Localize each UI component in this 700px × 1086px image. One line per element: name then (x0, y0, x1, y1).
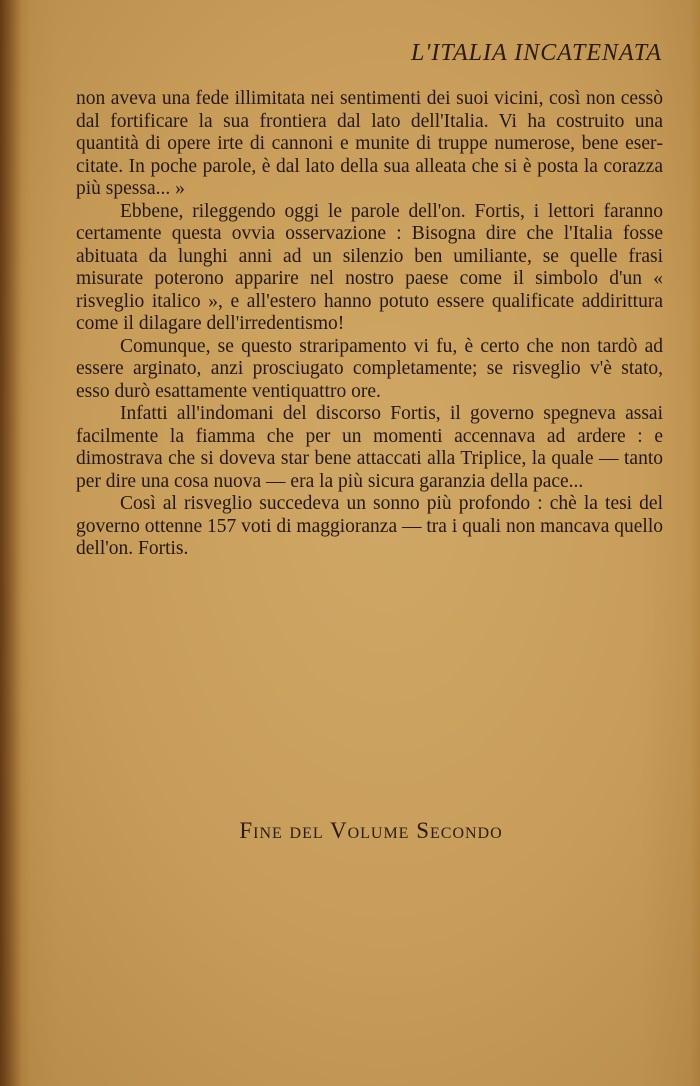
paragraph: Così al risveglio succedeva un sonno più profondo : chè la tesi del governo ottenne 157 voti di maggioranza — tra i quali non mancava quello dell'on. Fortis. (76, 493, 663, 559)
paragraph: Ebbene, rileggendo oggi le parole dell'on. Fortis, i lettori faranno certamente questa ovvia osservazione : Bisogna dire che l'Italia fosse abituata da lunghi anni ad un silenzio ben umiliante, se quelle frasi misurate poterono apparire nel nostro paese come il simbolo d'un « risveglio italico », e all'estero hanno potuto essere qualificate addirittura come il dilagare dell'irredentismo! (76, 200, 663, 334)
spine-shadow (0, 0, 22, 1086)
paragraph: Infatti all'indomani del discorso Fortis, il governo spegneva assai facilmente la fiamma che per un momenti accennava ad ardere : e dimostrava che si doveva star bene attaccati alla Triplice, la quale — tanto per dire una cosa nuova — era la più sicura garanzia della pace... (76, 403, 663, 492)
body-text (76, 88, 663, 561)
end-of-volume-note: Fine del Volume Secondo (239, 818, 503, 843)
running-title: L'ITALIA INCATENATA (410, 40, 662, 66)
paragraph-continuation: non aveva una fede illimitata nei sentimenti dei suoi vicini, così non cessò dal fortificare la sua frontiera dal lato dell'Italia. Vi ha costruito una quantità di opere irte di cannoni e munite di truppe numerose, bene esercitate. In poche parole, è dal lato della sua alleata che si è posta la corazza più spessa... » (76, 88, 663, 199)
paragraph: Comunque, se questo straripamento vi fu, è certo che non tardò ad essere arginato, anzi prosciugato completamente; se risveglio v'è stato, esso durò esattamente ventiquattro ore. (76, 335, 663, 402)
